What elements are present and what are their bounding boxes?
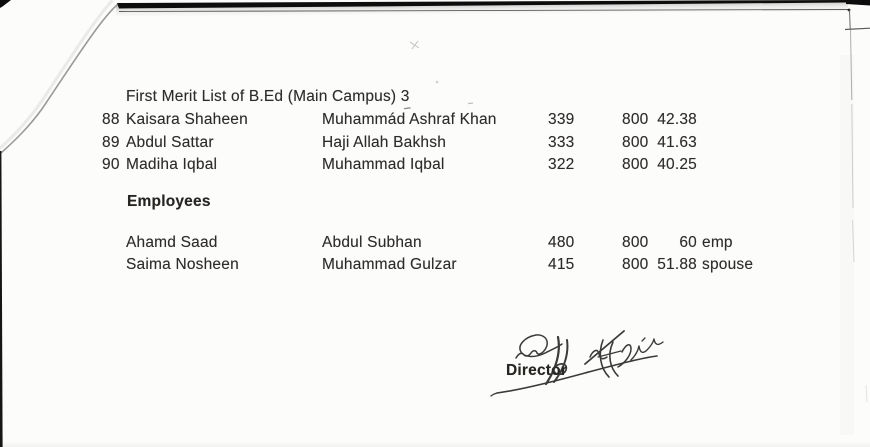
percentage: 60: [679, 234, 697, 251]
marks-total: 800: [622, 134, 649, 151]
serial-number: 88: [102, 111, 120, 128]
page-right-edge-line: [851, 30, 852, 100]
employees-section-heading: Employees: [127, 193, 211, 210]
employee-name: Ahamd Saad: [126, 234, 218, 251]
paper-right-corner-edge: [850, 10, 851, 29]
top-right-scan-corner: [846, 0, 870, 6]
employee-name: Saima Nosheen: [126, 256, 239, 273]
smudge-dot: [436, 81, 439, 84]
candidate-name: Madiha Iqbal: [126, 156, 218, 173]
percentage: 42.38: [657, 111, 697, 128]
marks-total: 800: [622, 256, 649, 273]
director-signature-label: Director: [506, 362, 568, 379]
marks-obtained: 333: [548, 134, 575, 151]
percentage: 40.25: [657, 156, 697, 173]
father-name: Haji Allah Bakhsh: [322, 134, 447, 151]
page-right-edge-faint-line: [852, 104, 853, 208]
smudge-mark: [410, 41, 419, 49]
father-name: Abdul Subhan: [322, 234, 422, 251]
page-title: First Merit List of B.Ed (Main Campus) 3: [126, 88, 410, 105]
left-edge-scan-line: [0, 151, 3, 447]
underlying-page-edge-line: [845, 28, 870, 29]
stray-dash-mark: [404, 107, 411, 109]
father-name: Muhammad Iqbal: [322, 156, 445, 173]
father-name: Muhammad Gulzar: [322, 256, 457, 273]
candidate-name: Abdul Sattar: [126, 134, 214, 151]
marks-obtained: 322: [548, 156, 575, 173]
top-left-scan-corner: [0, 0, 11, 8]
top-edge-scan-band: [117, 0, 846, 9]
marks-total: 800: [622, 234, 649, 251]
candidate-name: Kaisara Shaheen: [126, 111, 248, 128]
stray-dash-mark: [468, 102, 473, 104]
quota-note: spouse: [702, 256, 754, 273]
marks-total: 800: [622, 111, 649, 128]
serial-number: 89: [102, 134, 120, 151]
page-right-edge-faint-line: [853, 220, 854, 262]
page-corner-fold-highlight: [0, 1, 113, 150]
marks-obtained: 339: [548, 111, 575, 128]
father-name: Muhammád Ashraf Khan: [322, 111, 497, 128]
page-right-edge-faint-line: [866, 385, 867, 402]
signature-scrawl: [491, 331, 663, 396]
marks-obtained: 480: [548, 234, 575, 251]
quota-note: emp: [702, 234, 733, 251]
serial-number: 90: [102, 156, 120, 173]
marks-obtained: 415: [548, 256, 575, 273]
paper-top-edge-line: [119, 10, 849, 12]
percentage: 51.88: [657, 256, 697, 273]
marks-total: 800: [622, 156, 649, 173]
percentage: 41.63: [657, 134, 697, 151]
